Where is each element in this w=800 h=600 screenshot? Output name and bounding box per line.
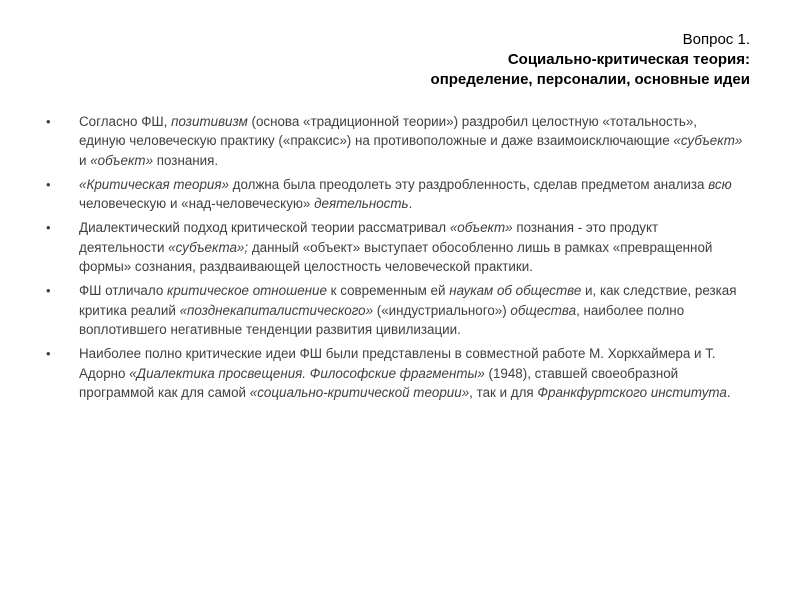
italic-text: «субъекта»;	[168, 239, 249, 255]
bullet-item	[46, 218, 746, 276]
text-segment: .	[408, 196, 413, 212]
italic-text: «субъект»	[673, 133, 743, 149]
italic-text: позитивизм	[171, 114, 248, 129]
text-segment: , так и для	[469, 384, 538, 400]
bullet-item	[46, 281, 746, 339]
italic-text: критическое отношение	[167, 283, 327, 299]
italic-text: «социально-критической теории»	[249, 384, 470, 400]
text-segment: .	[726, 384, 731, 400]
text-segment: и	[79, 152, 91, 168]
text-segment: Диалектический подход критической теории рассматривал	[79, 220, 450, 236]
bullet-item	[46, 112, 746, 170]
text-segment: к современным ей	[326, 283, 450, 299]
bullet-marker-icon: •	[46, 283, 51, 299]
italic-text: «Критическая теория»	[79, 176, 229, 192]
bullet-item	[46, 344, 746, 402]
italic-text: «позднекапиталистического»	[179, 302, 374, 318]
bullet-item	[46, 175, 746, 214]
italic-text: «объект»	[90, 152, 154, 168]
italic-text: «Диалектика просвещения. Философские фрагменты»	[129, 365, 485, 381]
text-segment: Согласно ФШ,	[79, 114, 172, 129]
text-segment: Наиболее полно критические идеи ФШ были представлены в совместной работе М. Хоркхаймера и Т. Адорно	[79, 346, 716, 381]
text-segment: познания - это продукт деятельности	[79, 220, 659, 255]
bullet-marker-icon: •	[46, 114, 51, 129]
italic-text: наукам об обществе	[449, 283, 582, 299]
italic-text: «объект»	[449, 220, 513, 236]
slide-title	[431, 30, 750, 90]
question-number: Вопрос 1.	[682, 31, 750, 48]
bullet-marker-icon: •	[46, 220, 51, 236]
italic-text: Франкфуртского института	[537, 384, 727, 400]
italic-text: общества	[510, 302, 577, 318]
text-segment: , наиболее полно воплотившего негативные тенденции развития цивилизации.	[79, 302, 685, 337]
bullet-marker-icon: •	[46, 176, 51, 192]
bullet-marker-icon: •	[46, 346, 51, 362]
text-segment: (основа «традиционной теории») раздробил целостную «тотальность», единую человеческую практику («праксис») на противоположные и даже взаимоисключающие	[79, 114, 697, 149]
text-segment: ФШ отличало	[79, 283, 168, 299]
text-segment: должна была преодолеть эту раздробленность, сделав предметом анализа	[228, 176, 709, 192]
text-segment: и, как следствие, резкая критика реалий	[79, 283, 737, 318]
text-segment: («индустриального»)	[373, 302, 511, 318]
text-segment: данный «объект» выступает обособленно лишь в рамках «превращенной формы» сознания, раздваивающей целостность человеческой практики.	[79, 239, 713, 275]
text-segment: (1948), ставшей своеобразной программой как для самой	[79, 365, 679, 400]
bullet-list	[46, 112, 746, 407]
title-heading: Социально-критическая теория:	[507, 51, 750, 68]
title-subheading: определение, персоналии, основные идеи	[430, 71, 750, 88]
italic-text: деятельность	[314, 196, 409, 212]
text-segment: познания.	[153, 152, 219, 168]
italic-text: всю	[708, 176, 732, 192]
text-segment: человеческую и «над-человеческую»	[79, 196, 315, 212]
